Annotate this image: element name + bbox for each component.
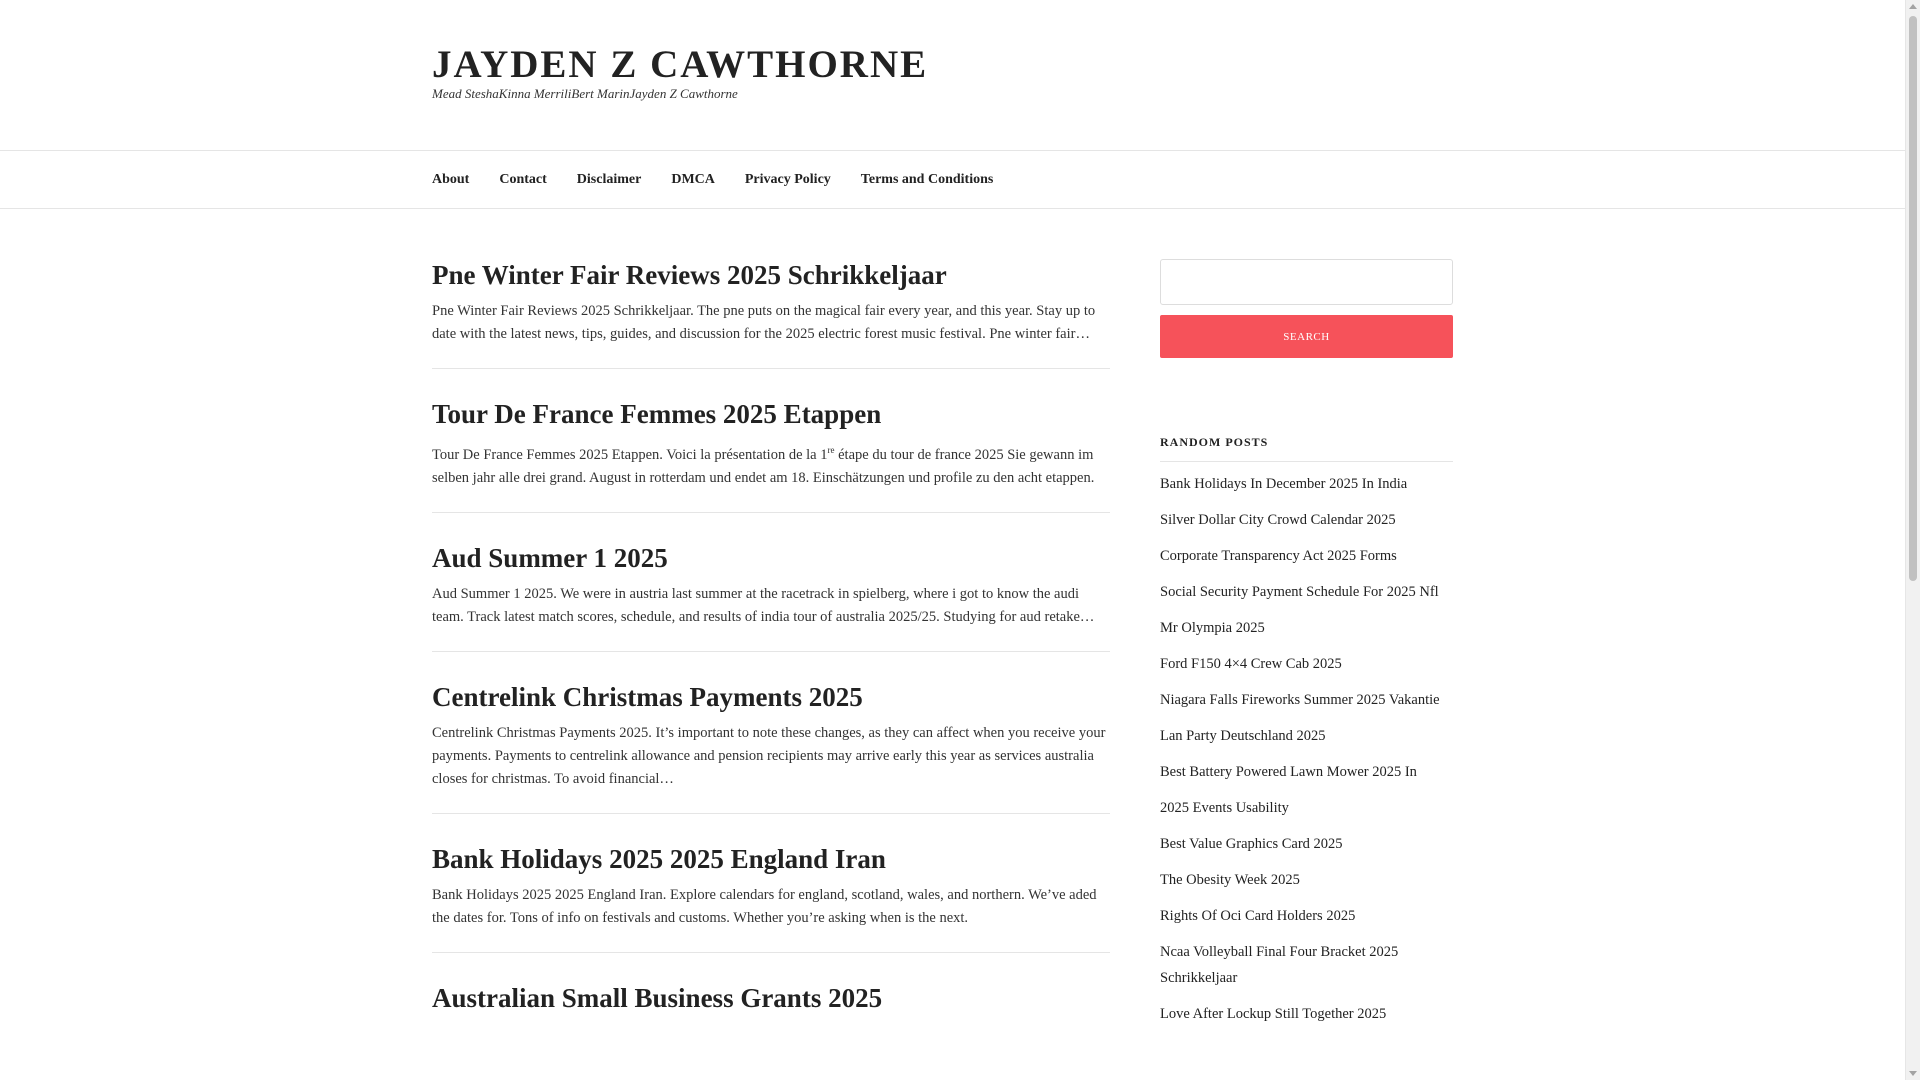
random-post-link[interactable]: Ford F150 4×4 Crew Cab 2025 [1160,656,1342,672]
post-excerpt-part: Tour De France Femmes 2025 Etappen. Voici la présentation de la 1 [432,446,828,463]
random-posts-title: RANDOM POSTS [1160,435,1453,462]
nav-item-privacy-policy[interactable]: Privacy Policy [744,171,831,187]
random-post-link[interactable]: Bank Holidays In December 2025 In India [1160,476,1408,492]
post-excerpt: Pne Winter Fair Reviews 2025 Schrikkeljaar. The pne puts on the magical fair every year, and this year. Stay up to date with the latest news, tips, guides, and discussion for the 2025 electric forest music festival. Pne winter fair… [432,303,1096,342]
nav-item-contact[interactable]: Contact [499,171,547,187]
post-item [432,842,1110,953]
post-excerpt-part: étape du tour de france 2025 Sie gewann im selben jahr alle drei grand. August in rotterdam und endet am 18. Einschätzungen und profile zu den acht etappen. [432,446,1095,486]
post-title[interactable]: Bank Holidays 2025 2025 England Iran [432,843,886,874]
random-post-link[interactable]: The Obesity Week 2025 [1160,872,1300,888]
post-title[interactable]: Aud Summer 1 2025 [432,542,668,573]
post-excerpt: Centrelink Christmas Payments 2025. It’s important to note these changes, as they can affect when you receive your payments. Payments to centrelink allowance and pension recipients may arrive early this year as services australia closes for christmas. To avoid financial… [432,724,1106,787]
sidebar [1160,259,1453,1037]
scroll-up-arrow-icon[interactable] [1909,4,1917,9]
post-item [432,541,1110,652]
post-item [432,981,1110,1045]
post-excerpt: Bank Holidays 2025 2025 England Iran. Explore calendars for england, scotland, wales, and northern. We’ve aded the dates for. Tons of info on festivals and customs. Whether you’re asking when is the next. [432,886,1097,926]
random-posts-list [1160,471,1453,1027]
random-post-link[interactable]: Best Value Graphics Card 2025 [1160,836,1343,852]
random-post-link[interactable]: Lan Party Deutschland 2025 [1160,728,1326,744]
random-post-link[interactable]: 2025 Events Usability [1160,800,1289,816]
random-post-link[interactable]: Corporate Transparency Act 2025 Forms [1160,548,1397,564]
site-description: Mead SteshaKinna MerriliBert MarinJayden Z Cawthorne [432,86,738,101]
random-post-link[interactable]: Best Battery Powered Lawn Mower 2025 In [1160,764,1417,780]
post-item [432,680,1110,814]
nav-item-terms[interactable]: Terms and Conditions [860,171,994,187]
post-item [432,258,1110,369]
random-post-link[interactable]: Rights Of Oci Card Holders 2025 [1160,908,1356,924]
post-title[interactable]: Centrelink Christmas Payments 2025 [432,681,863,712]
post-excerpt-superscript: re [827,445,835,455]
main-navigation [0,151,1905,209]
random-post-link[interactable]: Love After Lockup Still Together 2025 [1160,1006,1387,1022]
post-excerpt: Aud Summer 1 2025. We were in austria last summer at the racetrack in spielberg, where i got to know the audi team. Track latest match scores, schedule, and results of india tour of australia 2025/25. Studying for aud retake… [432,585,1095,625]
post-title[interactable]: Tour De France Femmes 2025 Etappen [432,399,882,429]
random-post-link[interactable]: Social Security Payment Schedule For 2025 Nfl [1160,584,1439,600]
nav-item-about[interactable]: About [432,171,470,187]
post-title[interactable]: Pne Winter Fair Reviews 2025 Schrikkeljaar [432,260,947,290]
site-header [0,0,1905,151]
nav-item-disclaimer[interactable]: Disclaimer [576,171,642,187]
post-list [432,258,1110,1073]
random-post-link[interactable]: Silver Dollar City Crowd Calendar 2025 [1160,512,1396,528]
random-post-link[interactable]: Niagara Falls Fireworks Summer 2025 Vakantie [1160,692,1440,708]
nav-item-dmca[interactable]: DMCA [671,171,715,187]
site-title[interactable]: JAYDEN Z CAWTHORNE [432,43,929,86]
page-scrollbar[interactable] [1905,0,1920,1080]
random-post-link[interactable]: Ncaa Volleyball Final Four Bracket 2025 Schrikkeljaar [1160,944,1399,986]
scrollbar-thumb[interactable] [1909,16,1917,581]
random-post-link[interactable]: Mr Olympia 2025 [1160,620,1265,636]
search-input[interactable] [1160,259,1453,305]
post-title[interactable]: Australian Small Business Grants 2025 [432,982,883,1013]
post-item [432,397,1110,513]
post-excerpt [432,439,1110,490]
scroll-down-arrow-icon[interactable] [1909,1071,1917,1076]
search-button[interactable]: SEARCH [1160,315,1453,358]
